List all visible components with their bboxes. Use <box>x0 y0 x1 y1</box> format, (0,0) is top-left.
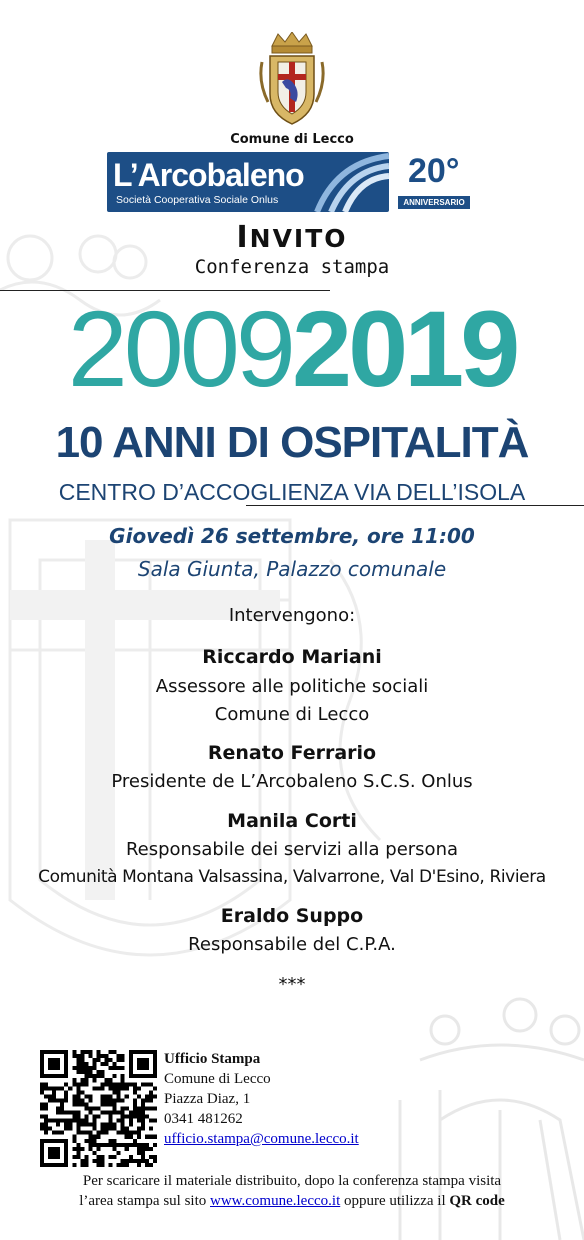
speaker-name: Riccardo Mariani <box>202 646 382 668</box>
speakers-heading: Intervengono: <box>228 605 356 626</box>
years-headline <box>0 288 584 409</box>
event-location: Sala Giunta, Palazzo comunale <box>137 557 447 581</box>
website-link[interactable]: www.comune.lecco.it <box>210 1193 341 1209</box>
footer-text: l’area stampa sul sito <box>79 1193 210 1209</box>
municipality-label: Comune di Lecco <box>230 132 354 147</box>
press-office-phone: 0341 481262 <box>164 1111 243 1127</box>
speaker-role: Responsabile dei servizi alla persona <box>125 839 459 860</box>
press-office-org: Comune di Lecco <box>164 1071 271 1087</box>
event-datetime: Giovedì 26 settembre, ore 11:00 <box>109 524 475 548</box>
separator: *** <box>278 974 306 995</box>
speaker-org: Comunità Montana Valsassina, Valvarrone, Val D'Esino, Riviera <box>38 867 546 887</box>
footer-line-2 <box>0 1193 584 1210</box>
headline-subtitle: CENTRO D’ACCOGLIENZA VIA DELL’ISOLA <box>58 479 526 505</box>
speaker-role: Presidente de L’Arcobaleno S.C.S. Onlus <box>111 771 473 792</box>
press-office-title: Ufficio Stampa <box>164 1051 261 1067</box>
banner-subtitle: Società Cooperativa Sociale Onlus <box>116 194 279 206</box>
anniversary-badge <box>392 150 482 212</box>
invite-title <box>0 220 584 255</box>
speaker-role: Responsabile del C.P.A. <box>188 934 396 955</box>
speaker-name: Eraldo Suppo <box>220 905 364 927</box>
banner-name: L’Arcobaleno <box>113 157 304 193</box>
invite-rest: NVITO <box>249 224 348 253</box>
swoosh-icon <box>297 152 389 212</box>
anniversary-label: ANNIVERSARIO <box>398 196 470 209</box>
footer-line-1: Per scaricare il materiale distribuito, dopo la conferenza stampa visita <box>82 1173 502 1189</box>
divider-bottom <box>246 505 584 506</box>
footer-text: oppure utilizza il <box>340 1193 450 1209</box>
qr-code-icon[interactable] <box>40 1050 157 1167</box>
invite-cap-letter: I <box>236 220 250 255</box>
arcobaleno-logo-banner <box>107 152 389 212</box>
speaker-name: Renato Ferrario <box>207 742 377 764</box>
press-office-email-link[interactable]: ufficio.stampa@comune.lecco.it <box>164 1131 359 1147</box>
headline-title: 10 ANNI DI OSPITALITÀ <box>55 418 529 467</box>
footer-qr-label: QR code <box>449 1193 505 1209</box>
year-end: 2019 <box>292 288 517 409</box>
anniversary-number: 20° <box>408 152 460 190</box>
speaker-role: Assessore alle politiche sociali <box>155 676 429 697</box>
year-start: 2009 <box>67 288 292 409</box>
speaker-org: Comune di Lecco <box>214 704 370 725</box>
invite-subtitle: Conferenza stampa <box>194 256 390 278</box>
press-office-address: Piazza Diaz, 1 <box>164 1091 251 1107</box>
speaker-name: Manila Corti <box>227 810 357 832</box>
lecco-crest-icon <box>258 32 326 128</box>
